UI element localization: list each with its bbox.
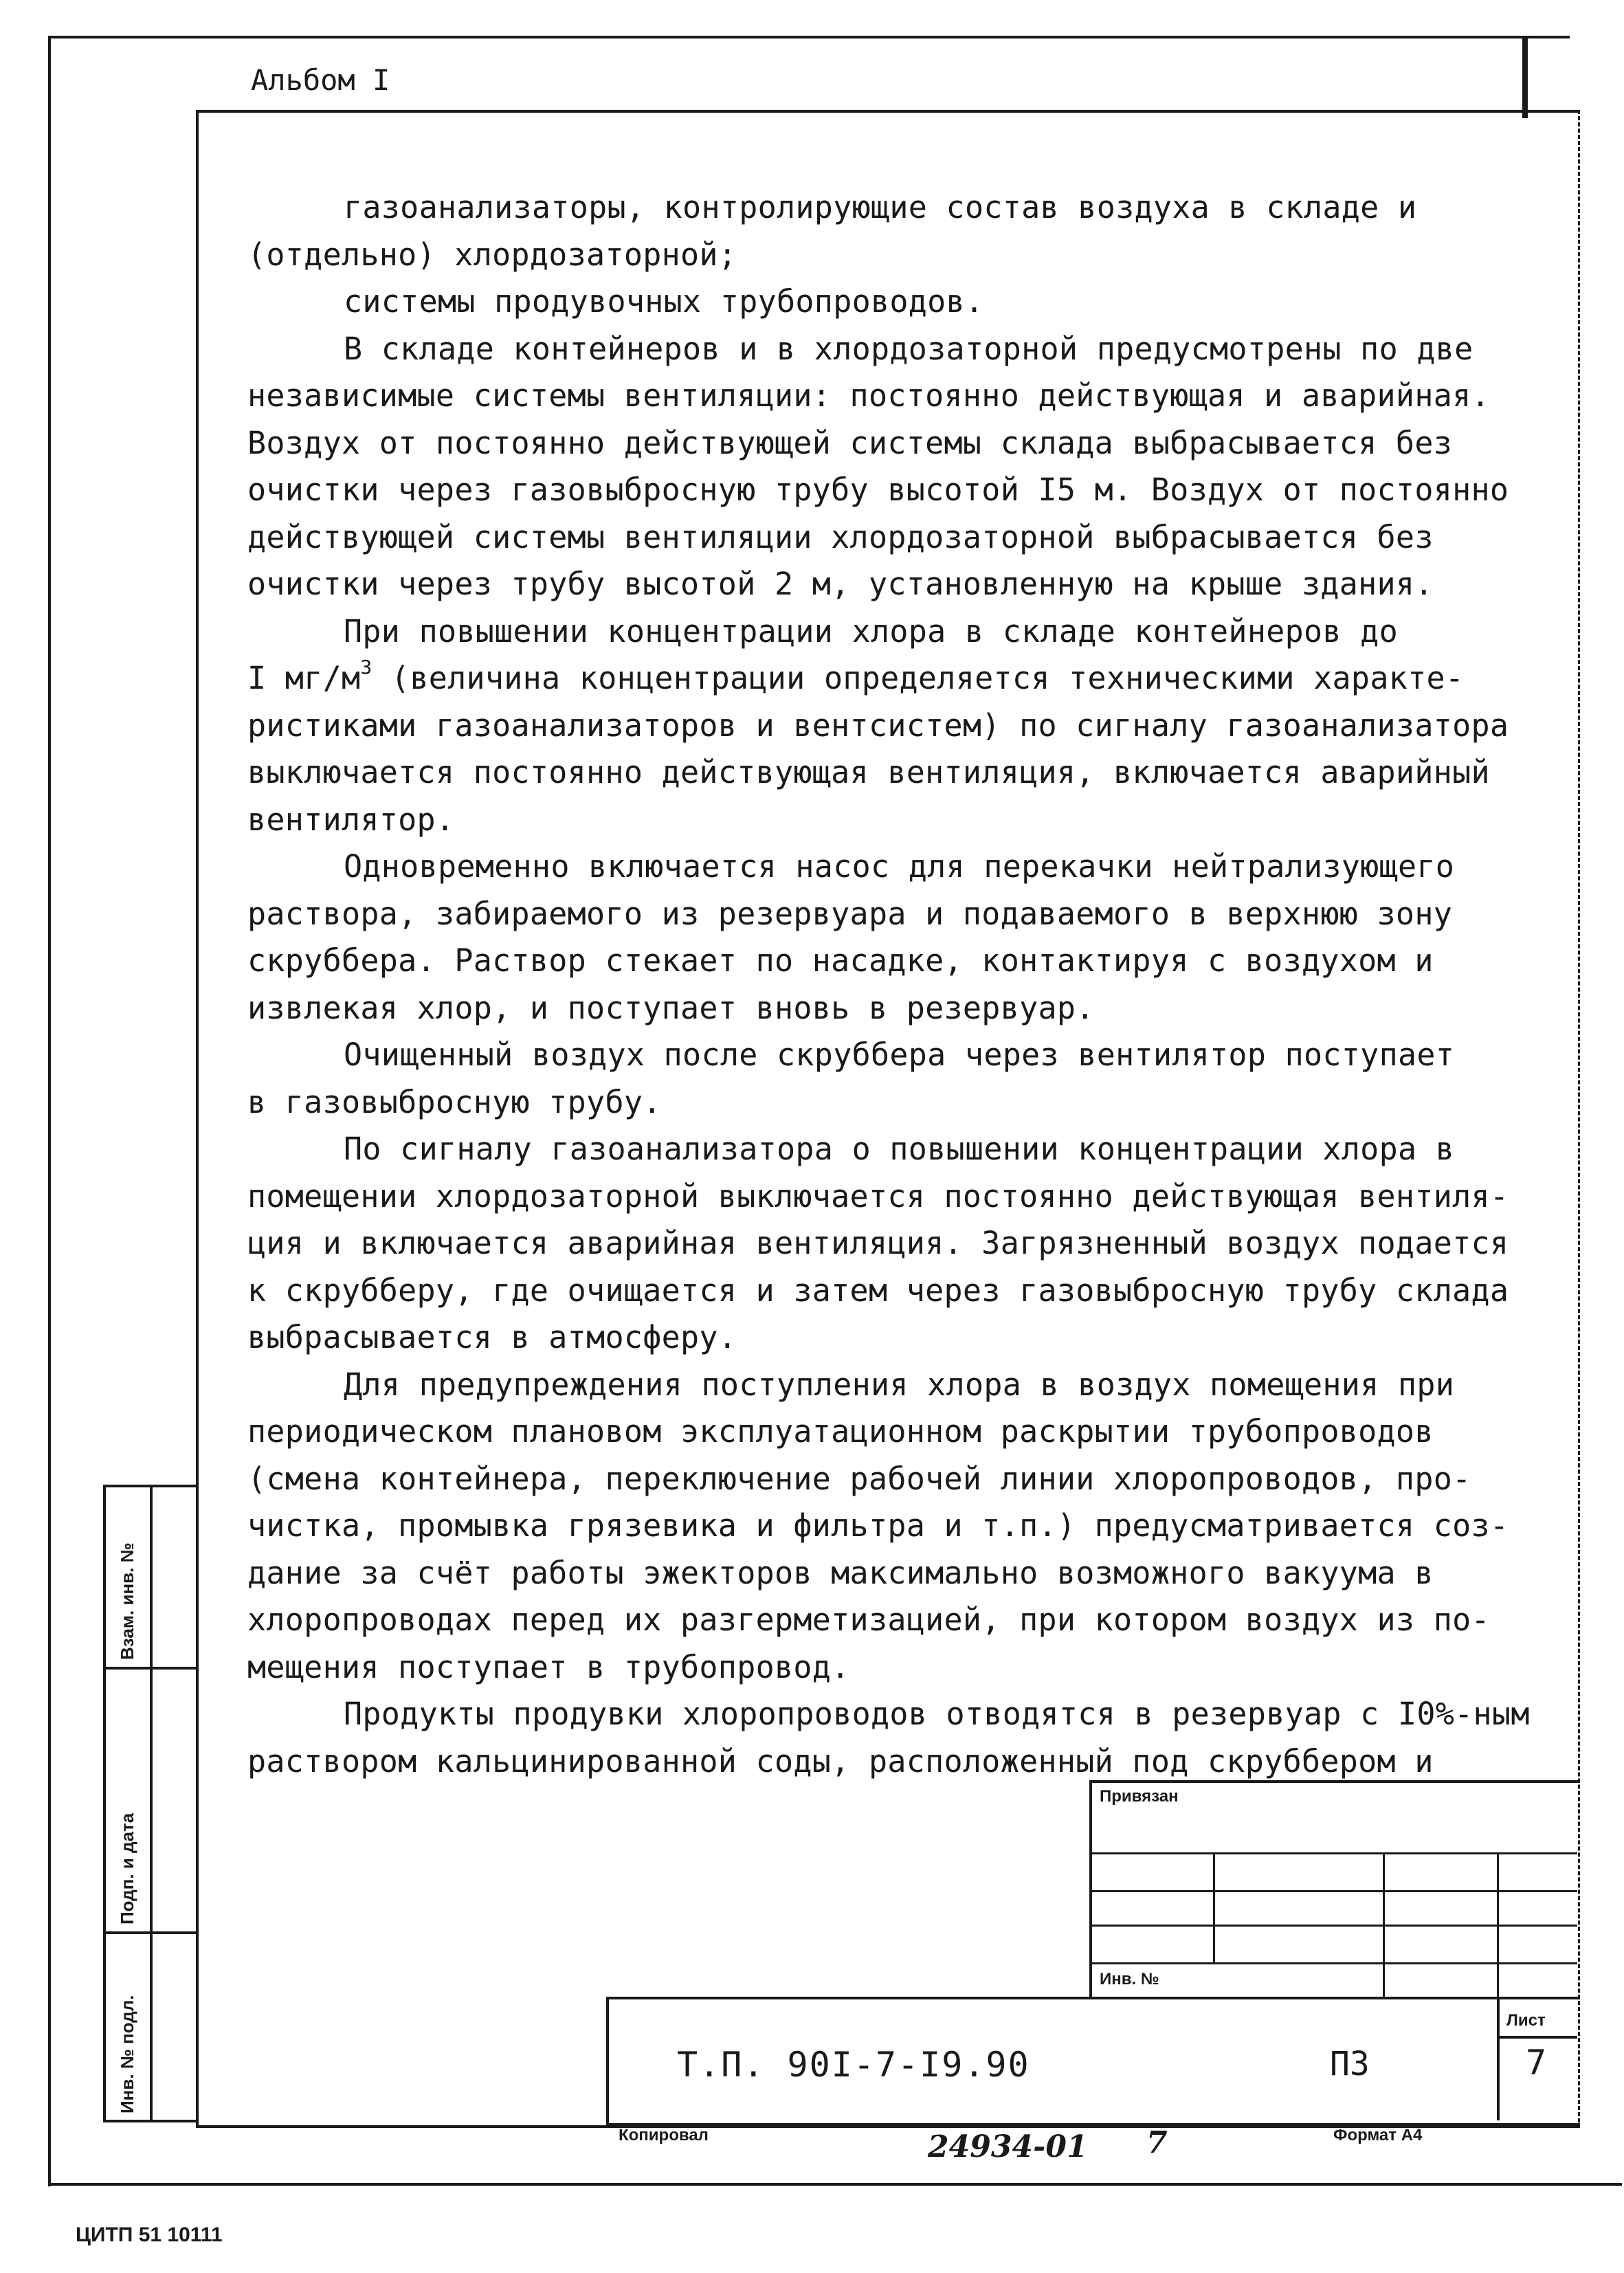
text-line: дание за счёт работы эжекторов максимально возможного вакуума в: [247, 1554, 1434, 1591]
superscript: 3: [360, 656, 372, 678]
text-fragment: I мг/м: [247, 660, 361, 696]
inv-podl-label: Инв. № подл.: [117, 1995, 137, 2114]
bottom-rule: [48, 2183, 1622, 2186]
grid-line: [1213, 1852, 1215, 1962]
kopiroval-label: Копировал: [619, 2126, 709, 2144]
text-line: очистки через газовыбросную трубу высотой I5 м. Воздух от постоянно: [247, 472, 1509, 508]
text-line: извлекая хлор, и поступает вновь в резервуар.: [247, 989, 1095, 1026]
handwritten-number: 24934-01: [928, 2129, 1088, 2164]
text-line: Продукты продувки хлоропроводов отводятся в резервуар с I0%-ным: [344, 1696, 1530, 1732]
text-line: независимые системы вентиляции: постоянно действующая и аварийная.: [247, 377, 1490, 414]
grid-line: [1089, 1962, 1577, 1964]
text-line: ристиками газоанализаторов и вентсистем) по сигналу газоанализатора: [247, 707, 1509, 744]
sheet-number: 7: [1526, 2043, 1547, 2083]
text-line: (смена контейнера, переключение рабочей линии хлоропроводов, про-: [247, 1460, 1471, 1497]
margin-stamp-divider: [103, 1931, 196, 1934]
margin-stamp-divider: [103, 1667, 196, 1670]
text-line: По сигналу газоанализатора о повышении концентрации хлора в: [344, 1131, 1455, 1167]
printer-mark: ЦИТП 51 10111: [76, 2224, 223, 2246]
text-line: (отдельно) хлордозаторной;: [247, 236, 737, 273]
podp-data-label: Подп. и дата: [117, 1812, 137, 1925]
document-number: Т.П. 90I-7-I9.90: [677, 2045, 1030, 2085]
text-line: Одновременно включается насос для перекачки нейтрализующего: [344, 848, 1455, 885]
text-line: скруббера. Раствор стекает по насадке, контактируя с воздухом и: [247, 942, 1434, 979]
text-line: в газовыбросную трубу.: [247, 1083, 662, 1120]
text-line: чистка, промывка грязевика и фильтра и т.п.) предусматривается соз-: [247, 1507, 1509, 1544]
grid-line: [1089, 1925, 1577, 1927]
text-line: При повышении концентрации хлора в складе контейнеров до: [344, 612, 1398, 650]
grid-line: [1497, 2036, 1577, 2039]
list-label: Лист: [1506, 2011, 1546, 2030]
text-line: выбрасывается в атмосферу.: [247, 1319, 737, 1355]
document-body: [247, 184, 1567, 1785]
text-line: В складе контейнеров и в хлордозаторной предусмотрены по две: [344, 330, 1473, 367]
text-line: помещении хлордозаторной выключается постоянно действующая вентиля-: [247, 1177, 1509, 1215]
frame-top-bracket: [1522, 36, 1528, 118]
grid-line: [1497, 1852, 1499, 1997]
format-label: Формат А4: [1333, 2126, 1423, 2144]
text-line: газоанализаторы, контролирующие состав воздуха в складе и: [344, 189, 1417, 225]
margin-stamp-divider: [150, 1485, 153, 2122]
text-line: [247, 655, 1567, 702]
text-line: мещения поступает в трубопровод.: [247, 1648, 850, 1685]
text-line: выключается постоянно действующая вентиляция, включается аварийный: [247, 754, 1490, 790]
inv-no-label: Инв. №: [1100, 1970, 1159, 1988]
grid-line: [1383, 1852, 1385, 1997]
text-line: Очищенный воздух после скруббера через вентилятор поступает: [344, 1036, 1455, 1073]
vzam-inv-label: Взам. инв. №: [117, 1542, 137, 1660]
text-line: очистки через трубу высотой 2 м, установленную на крыше здания.: [247, 566, 1434, 602]
text-line: периодическом плановом эксплуатационном раскрытии трубопроводов: [247, 1413, 1434, 1450]
text-line: вентилятор.: [247, 801, 455, 838]
album-label: Альбом I: [251, 63, 390, 97]
document-type: ПЗ: [1330, 2045, 1370, 2083]
handwritten-sheet: 7: [1146, 2125, 1168, 2160]
text-line: действующей системы вентиляции хлордозаторной выбрасывается без: [247, 518, 1434, 555]
text-line: раствора, забираемого из резервуара и подаваемого в верхнюю зону: [247, 895, 1453, 932]
text-line: системы продувочных трубопроводов.: [344, 283, 984, 320]
grid-line: [1089, 1890, 1577, 1892]
text-line: к скрубберу, где очищается и затем через газовыбросную трубу склада: [247, 1272, 1509, 1309]
text-line: раствором кальцинированной соды, расположенный под скруббером и: [247, 1742, 1434, 1779]
text-line: хлоропроводах перед их разгерметизацией, при котором воздух из по-: [247, 1601, 1490, 1638]
text-line: ция и включается аварийная вентиляция. Загрязненный воздух подается: [247, 1225, 1509, 1261]
privyazan-label: Привязан: [1100, 1787, 1179, 1806]
text-fragment: (величина концентрации определяется техническими характе-: [372, 660, 1465, 696]
text-line: Воздух от постоянно действующей системы склада выбрасывается без: [247, 424, 1453, 461]
grid-line: [1089, 1852, 1577, 1854]
text-line: Для предупреждения поступления хлора в воздух помещения при: [344, 1366, 1455, 1403]
